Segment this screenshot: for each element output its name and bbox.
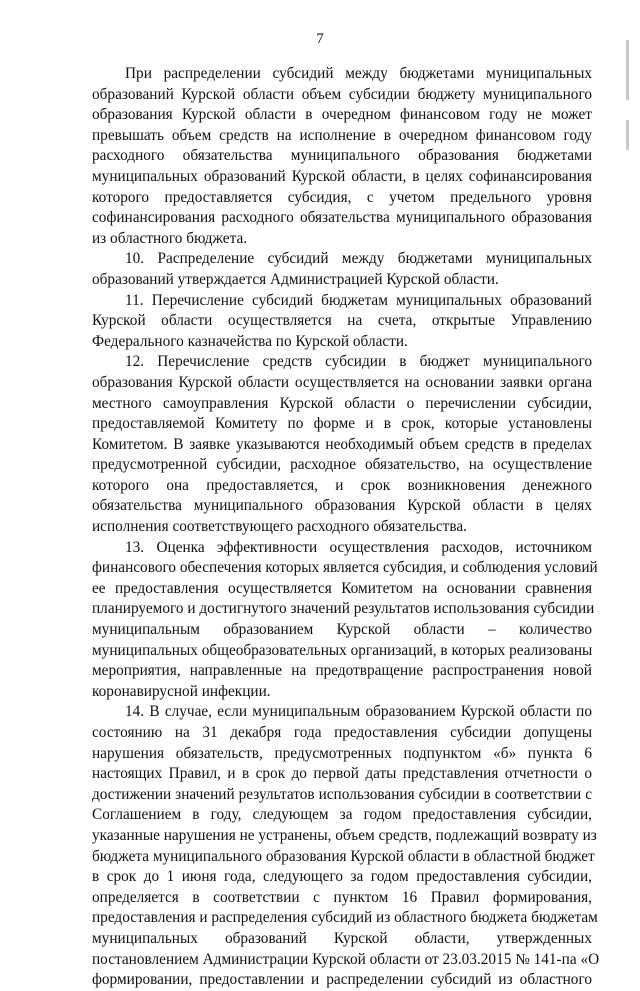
text-line: ее предоставления осуществляется Комитетом на основании сравнения — [92, 579, 592, 597]
text-line: 11. Перечисление субсидий бюджетам муниципальных образований — [125, 291, 592, 309]
text-line: планируемого и достигнутого значений результатов использования субсидии — [92, 600, 595, 618]
text-line: муниципальных образований Курской области, в целях софинансирования — [92, 167, 592, 185]
text-line: бюджета муниципального образования Курской области в областной бюджет — [92, 847, 595, 865]
text-line: 12. Перечисление средств субсидии в бюджет муниципального — [125, 353, 592, 371]
text-line: 13. Оценка эффективности осуществления расходов, источником — [125, 538, 592, 556]
text-line: муниципальным образованием Курской области – количество — [92, 621, 592, 639]
text-line: состоянию на 31 декабря года предоставления субсидии допущены — [92, 724, 592, 741]
text-line: софинансирования расходного обязательства муниципального образования — [92, 209, 592, 227]
text-line: Федерального казначейства по Курской области. — [92, 332, 408, 350]
scan-edge-mark — [626, 120, 629, 150]
text-line: Курской области осуществляется на счета, открытые Управлению — [92, 312, 592, 330]
text-line: которого она предоставляется, и срок возникновения денежного — [92, 476, 592, 494]
text-line: мероприятия, направленные на предотвращение распространения новой — [92, 662, 592, 680]
text-line: образования Курской области осуществляется на основании заявки органа — [92, 373, 592, 391]
text-line: расходного обязательства муниципального образования бюджетами — [92, 147, 592, 165]
text-line: местного самоуправления Курской области о перечислении субсидии, — [92, 394, 592, 412]
body-text — [92, 64, 600, 991]
text-line: Соглашением в году, следующем за годом предоставления субсидии, — [92, 806, 592, 824]
text-line: формировании, предоставлении и распределении субсидий из областного — [92, 971, 592, 989]
text-line: исполнения соответствующего расходного обязательства. — [92, 518, 467, 536]
page-number: 7 — [316, 31, 324, 47]
text-line: из областного бюджета. — [92, 229, 248, 247]
text-line: указанные нарушения не устранены, объем средств, подлежащий возврату из — [92, 826, 597, 844]
text-line: 14. В случае, если муниципальным образованием Курской области по — [125, 703, 592, 721]
text-line: превышать объем средств на исполнение в очередном финансовом году — [92, 126, 592, 144]
text-line: При распределении субсидий между бюджетами муниципальных — [125, 65, 592, 82]
scan-edge-mark — [626, 40, 629, 100]
text-line: Комитетом. В заявке указываются необходимый объем средств в пределах — [92, 435, 592, 453]
text-line: финансового обеспечения которых является субсидия, и соблюдения условий — [92, 559, 598, 577]
text-line: муниципальных образований Курской области, утвержденных — [92, 929, 592, 947]
text-line: предоставляемой Комитету по форме и в срок, которые установлены — [92, 415, 592, 433]
text-line: предоставления и распределения субсидий из областного бюджета бюджетам — [92, 909, 598, 927]
text-line: образования Курской области в очередном финансовом году не может — [92, 106, 592, 124]
text-line: 10. Распределение субсидий между бюджетами муниципальных — [125, 250, 592, 268]
text-line: достижении значений результатов использования субсидии в соответствии с — [92, 785, 592, 803]
text-line: коронавирусной инфекции. — [92, 682, 271, 700]
text-line: образований утверждается Администрацией Курской области. — [92, 270, 499, 288]
text-line: нарушения обязательств, предусмотренных подпунктом «б» пункта 6 — [92, 744, 592, 762]
text-line: предусмотренной субсидии, расходное обязательство, на осуществление — [92, 456, 592, 474]
text-line: которого предоставляется субсидия, с учетом предельного уровня — [92, 188, 592, 206]
text-line: постановлением Администрации Курской области от 23.03.2015 № 141-па «О — [92, 950, 600, 968]
text-line: настоящих Правил, и в срок до первой даты представления отчетности о — [92, 765, 592, 783]
text-line: обязательства муниципального образования Курской области в целях — [92, 497, 592, 515]
text-line: определяется в соответствии с пунктом 16 Правил формирования, — [92, 888, 592, 906]
text-line: муниципальных общеобразовательных организаций, в которых реализованы — [92, 641, 593, 659]
text-line: в срок до 1 июня года, следующего за годом предоставления субсидии, — [92, 868, 592, 886]
text-line: образований Курской области объем субсидии бюджету муниципального — [92, 85, 592, 103]
